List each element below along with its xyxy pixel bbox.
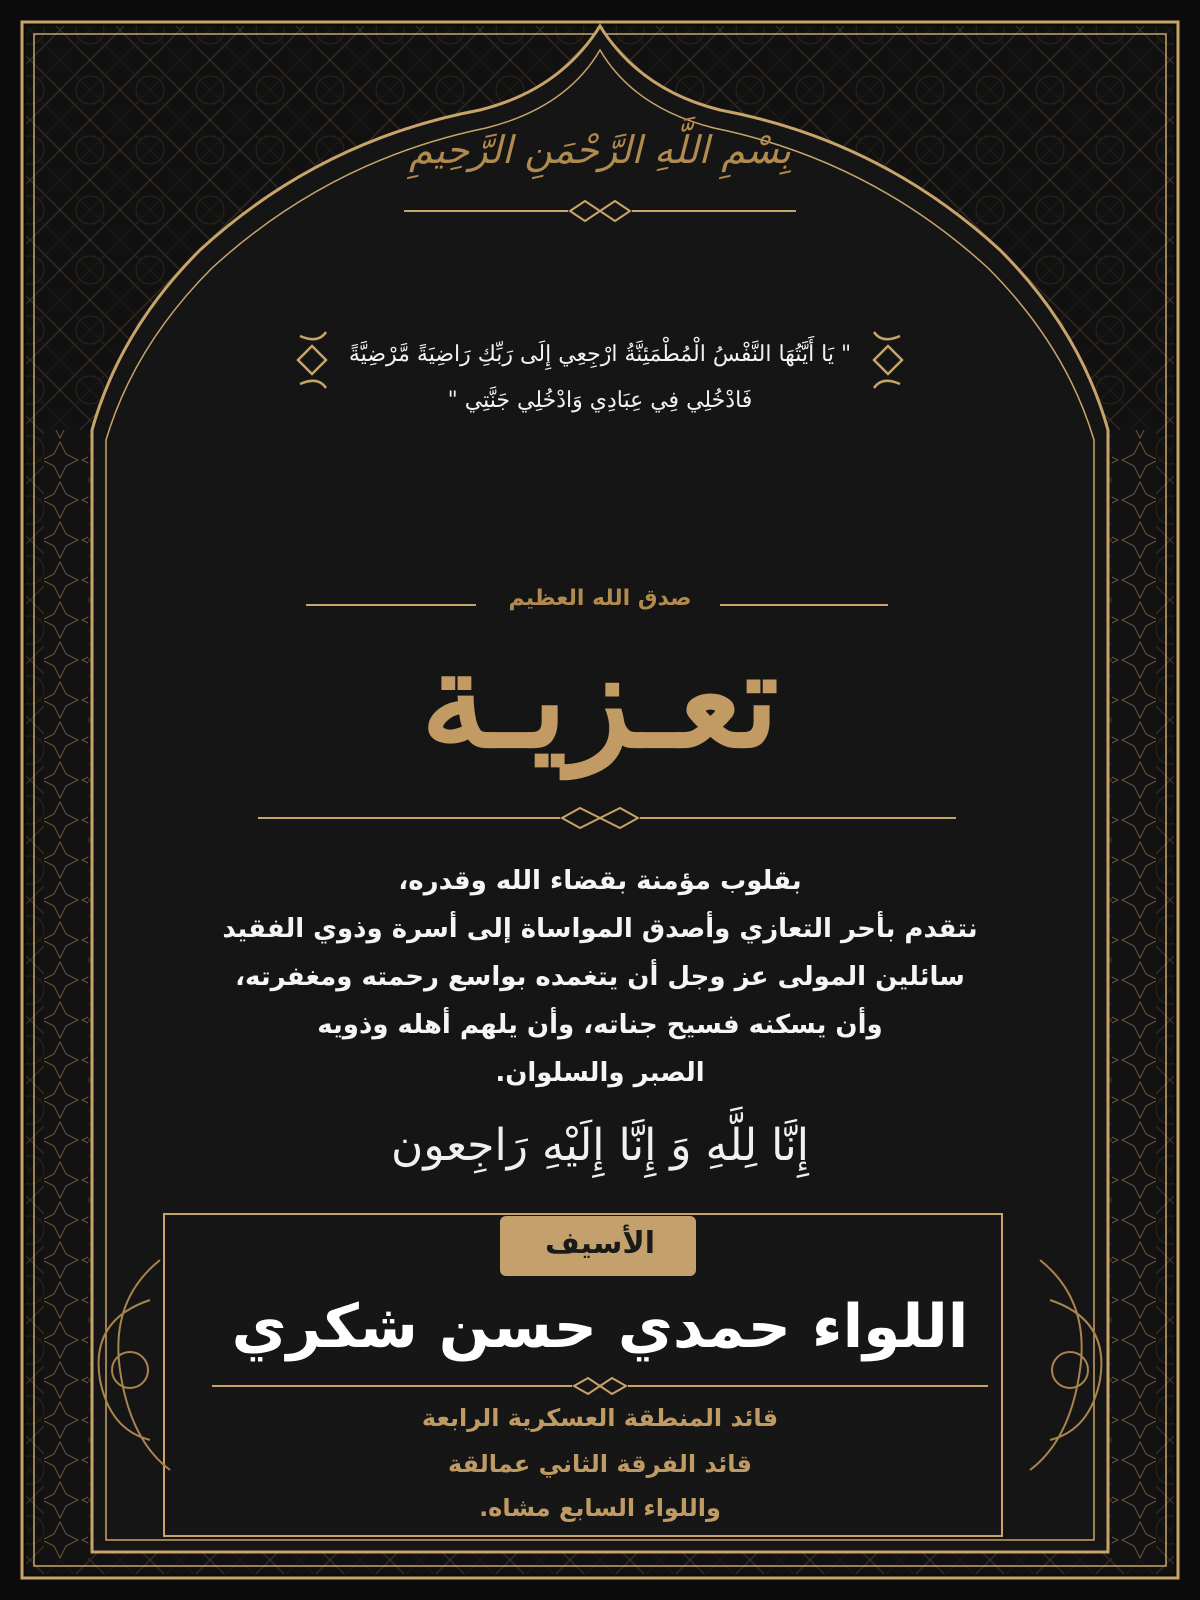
quran-verse-line-2: فَادْخُلِي فِي عِبَادِي وَادْخُلِي جَنَّتِي " [447,388,753,413]
body-line: بقلوب مؤمنة بقضاء الله وقدره، [398,866,802,896]
sender-name: اللواء حمدي حسن شكري [231,1292,969,1362]
verse-closing: صدق الله العظيم [508,586,692,611]
body-line: وأن يسكنه فسيح جناته، وأن يلهم أهله وذويه [317,1010,883,1040]
sender-title: قائد المنطقة العسكرية الرابعة [421,1404,779,1432]
bismillah-heading: بِسْمِ اللَّهِ الرَّحْمَنِ الرَّحِيمِ [409,128,791,172]
sender-title: واللواء السابع مشاه. [479,1494,721,1522]
sender-label: الأسيف [544,1226,656,1261]
sender-title: قائد الفرقة الثاني عمالقة [447,1450,753,1478]
quran-verse-line-1: " يَا أَيَّتُهَا النَّفْسُ الْمُطْمَئِنَّةُ ارْجِعِي إِلَى رَبِّكِ رَاضِيَةً مَّرْضِيَّةً [348,342,852,367]
body-line: نتقدم بأحر التعازي وأصدق المواساة إلى أسرة وذوي الفقيد [222,914,978,944]
body-line: سائلين المولى عز وجل أن يتغمده بواسع رحمته ومغفرته، [235,962,965,992]
body-line: الصبر والسلوان. [495,1058,705,1088]
condolence-title: تعـزيـة [420,623,780,778]
inna-lillah-verse: إِنَّا لِلَّهِ وَ إِنَّا إِلَيْهِ رَاجِعون [391,1120,809,1171]
